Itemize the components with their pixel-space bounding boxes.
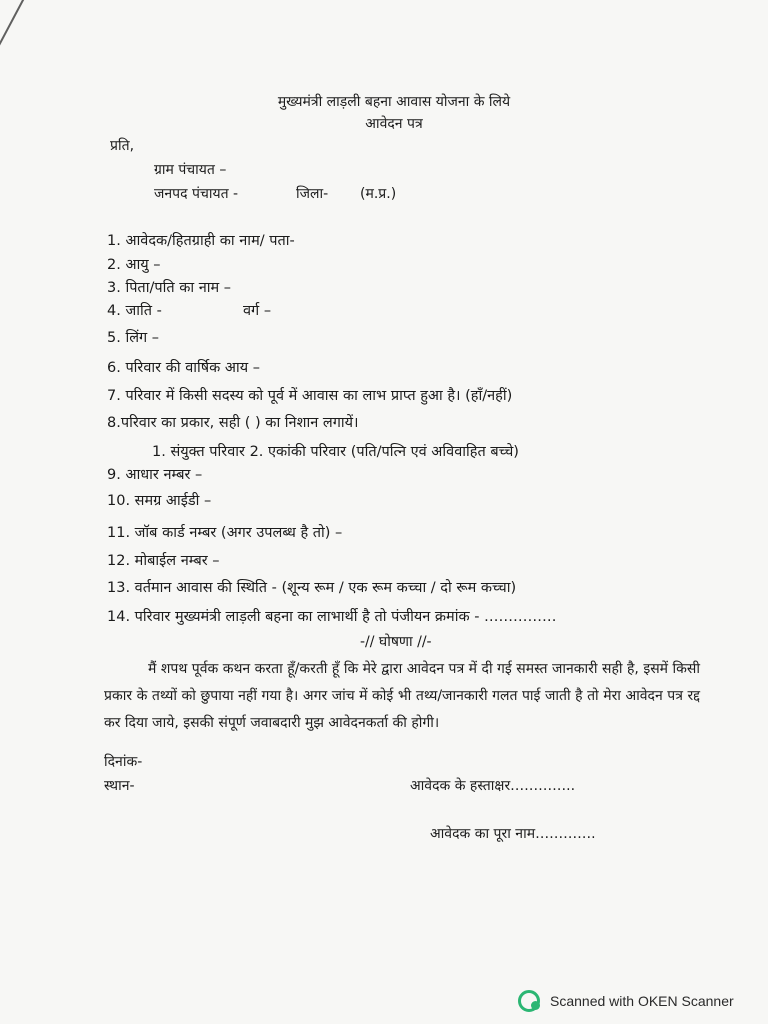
date-label: दिनांक- (104, 754, 143, 770)
field-applicant-name: 1. आवेदक/हितग्राही का नाम/ पता- (107, 233, 295, 249)
field-samagra-id: 10. समग्र आईडी – (107, 493, 212, 509)
form-subtitle: आवेदन पत्र (365, 116, 423, 132)
field-age: 2. आयु – (107, 257, 161, 273)
form-title: मुख्यमंत्री लाड़ली बहना आवास योजना के लिये (277, 94, 511, 110)
state-label: (म.प्र.) (360, 186, 397, 202)
declaration-body: मैं शपथ पूर्वक कथन करता हूँ/करती हूँ कि मेरे द्वारा आवेदन पत्र में दी गई समस्त जानकारी सही है, इसमें किसी प्रकार के तथ्यों को छुपाया नहीं गया है। अगर जांच में कोई भी तथ्य/जानकारी गलत पाई जाती है तो मेरा आवेदन पत्र रद्द कर दिया जाये, इसकी संपूर्ण जवाबदारी मुझ आवेदनकर्ता की होगी। (104, 661, 700, 731)
field-caste: 4. जाति - (107, 303, 162, 319)
field-job-card: 11. जॉब कार्ड नम्बर (अगर उपलब्ध है तो) – (107, 525, 343, 541)
field-prior-housing-benefit: 7. परिवार में किसी सदस्य को पूर्व में आवास का लाभ प्राप्त हुआ है। (हाँ/नहीं) (107, 388, 513, 404)
field-family-type: 8.परिवार का प्रकार, सही ( ) का निशान लगायें। (107, 415, 359, 431)
scanner-text: Scanned with OKEN Scanner (550, 993, 734, 1009)
field-annual-income: 6. परिवार की वार्षिक आय – (107, 360, 261, 376)
gram-panchayat-label: ग्राम पंचायत – (154, 162, 227, 178)
field-aadhaar: 9. आधार नम्बर – (107, 467, 203, 483)
declaration-heading: -// घोषणा //- (360, 634, 432, 650)
scan-edge-line (0, 0, 62, 61)
zila-label: जिला- (296, 186, 329, 202)
addressee-prati: प्रति, (110, 138, 135, 154)
scanner-watermark (518, 990, 734, 1012)
field-registration-number: 14. परिवार मुख्यमंत्री लाड़ली बहना का लाभार्थी है तो पंजीयन क्रमांक - …………… (107, 609, 557, 625)
field-gender: 5. लिंग – (107, 330, 160, 346)
family-type-options: 1. संयुक्त परिवार 2. एकांकी परिवार (पति/पत्नि एवं अविवाहित बच्चे) (152, 444, 519, 460)
applicant-full-name-label: आवेदक का पूरा नाम…………. (430, 826, 596, 842)
field-housing-status: 13. वर्तमान आवास की स्थिति - (शून्य रूम / एक रूम कच्चा / दो रूम कच्चा) (107, 580, 517, 596)
field-category: वर्ग – (243, 303, 272, 319)
declaration-text (104, 656, 700, 737)
janpad-panchayat-label: जनपद पंचायत - (154, 186, 239, 202)
place-label: स्थान- (104, 778, 135, 794)
field-father-husband-name: 3. पिता/पति का नाम – (107, 280, 232, 296)
applicant-signature-label: आवेदक के हस्ताक्षर………….. (410, 778, 576, 794)
oken-logo-icon (518, 990, 540, 1012)
field-mobile: 12. मोबाईल नम्बर – (107, 553, 220, 569)
